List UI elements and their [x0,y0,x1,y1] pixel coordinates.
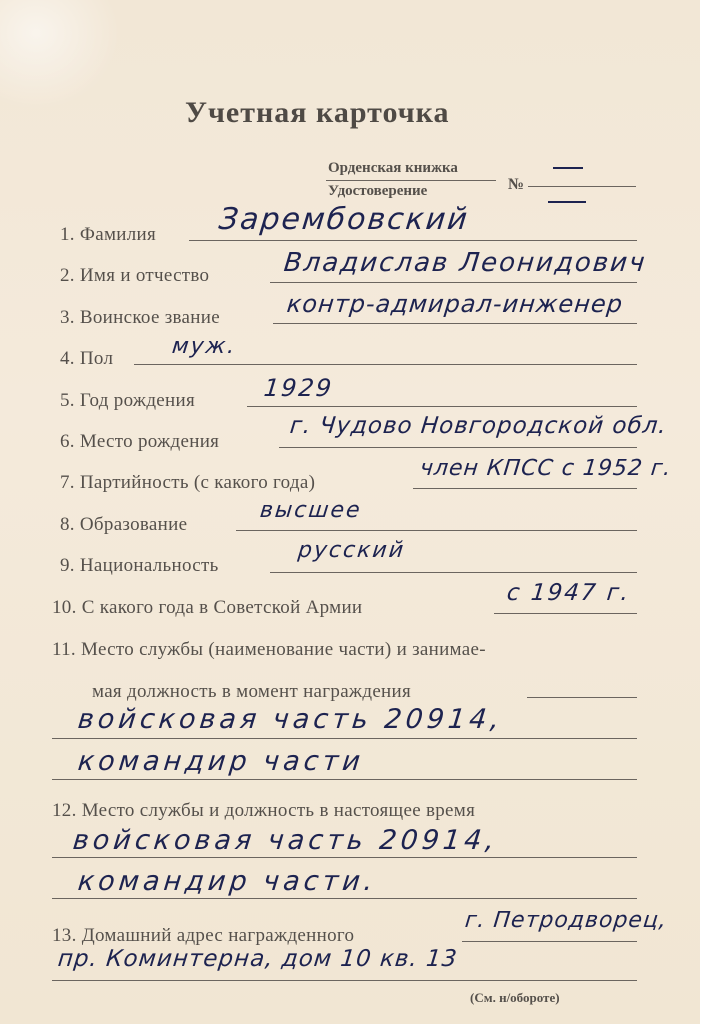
field-label-birthplace: 6. Место рождения [60,431,220,452]
field-line-army-year [494,613,637,614]
field-value-home-address: г. Петродворец, [463,908,669,933]
order-book-label: Орденская книжка [328,160,458,176]
field-line-nationality [270,572,637,573]
field-line-education [236,530,637,531]
number-dash-2 [548,201,586,203]
field-line-sex [134,364,637,365]
order-book-underline [326,180,496,181]
field-label-birth-year: 5. Год рождения [60,390,196,411]
field-label-surname: 1. Фамилия [60,224,157,245]
paper-stain [0,0,120,110]
field-value-party: член КПСС с 1952 г. [418,456,673,481]
field-label-party: 7. Партийность (с какого года) [60,472,316,493]
field-value-birthplace: г. Чудово Новгородской обл. [288,413,669,439]
number-label: № [508,176,525,193]
field-value-education: высшее [258,498,363,523]
card-title: Учетная карточка [185,96,450,129]
field-line-current-service-1 [52,857,637,858]
field-label-education: 8. Образование [60,514,188,535]
paper-edge [700,0,709,1024]
field-value-service-place: войсковая часть 20914, [76,704,505,735]
field-value-name: Владислав Леонидович [282,248,649,278]
field-line-home-address-tail [462,941,637,942]
field-label-service-place: 11. Место службы (наименование части) и занимае- [52,639,486,660]
field-line-rank [273,323,637,324]
field-value-army-year: с 1947 г. [505,580,632,606]
field-line-birth-year [247,406,637,407]
field-line-service-place-tail [527,697,637,698]
field-value-home-address-2: пр. Коминтерна, дом 10 кв. 13 [56,946,459,972]
field-value-current-service: войсковая часть 20914, [71,825,500,856]
field-value-surname: Зарембовский [217,202,471,237]
field-value-service-place-2: командир части [76,746,366,777]
field-line-service-place-1 [52,738,637,739]
certificate-label: Удостоверение [328,183,428,199]
field-line-party [413,488,637,489]
field-value-current-service-2: командир части. [76,866,379,897]
field-label-rank: 3. Воинское звание [60,307,220,328]
field-label-name: 2. Имя и отчество [60,265,210,286]
field-line-birthplace [279,447,637,448]
field-value-rank: контр-адмирал-инженер [285,290,625,318]
field-line-home-address-1 [52,980,637,981]
field-label-current-service: 12. Место службы и должность в настоящее время [52,800,476,821]
field-label-home-address: 13. Домашний адрес награжденного [52,925,355,946]
field-line-name [270,282,637,283]
field-line-current-service-2 [52,898,637,899]
field-label-nationality: 9. Национальность [60,555,219,576]
number-underline [528,186,636,187]
field-line-surname [189,240,637,241]
field-label-army-year: 10. С какого года в Советской Армии [52,597,363,618]
see-reverse-note: (См. н/обороте) [470,990,560,1005]
field-value-birth-year: 1929 [262,374,335,402]
field-value-nationality: русский [296,538,407,563]
field-label-service-place-cont: мая должность в момент награждения [92,681,412,702]
field-value-sex: муж. [170,334,238,359]
field-line-service-place-2 [52,779,637,780]
field-label-sex: 4. Пол [60,348,114,369]
number-dash-1 [553,167,583,169]
